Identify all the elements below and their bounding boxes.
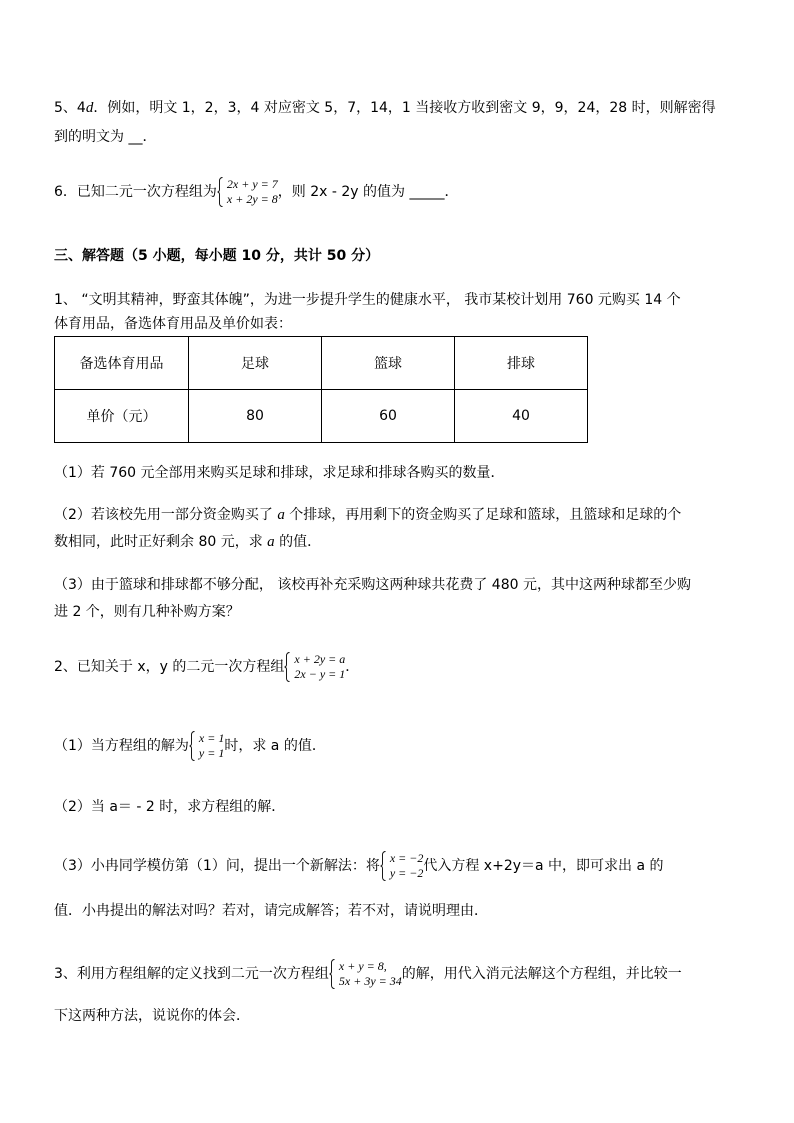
p2-solution-system: x = 1 y = 1: [189, 731, 224, 761]
q5-line2: 到的明文为 __．: [54, 129, 157, 145]
left-brace-icon: [329, 959, 335, 989]
p2-subquestion-3-line1: （3）小冉同学模仿第（1）问，提出一个新解法：将 x = −2 y = −2 代入方程 x+2y＝a 中，即可求出 a 的: [54, 851, 664, 880]
p1-line2: 体育用品，备选体育用品及单价如表：: [54, 316, 292, 332]
p3-line1: 3、利用方程组解的定义找到二元一次方程组 x + y = 8, 5x + 3y = 34 的解，用代入消元法解这个方程组，并比较一: [54, 959, 682, 988]
q6-equation-system: 2x + y = 7 x + 2y = 8: [217, 177, 278, 207]
table-cell: 80: [189, 390, 322, 443]
p3-equation-system: x + y = 8, 5x + 3y = 34: [329, 959, 402, 989]
table-header-cell: 篮球: [322, 337, 455, 390]
p2-line: 2、已知关于 x，y 的二元一次方程组 x + 2y = a 2x − y = 1 ．: [54, 652, 360, 681]
p2-equation-system: x + 2y = a 2x − y = 1: [284, 652, 345, 682]
p1-subquestion-3-line2: 进 2 个，则有几种补购方案？: [54, 604, 240, 620]
p2-subquestion-1: （1）当方程组的解为 x = 1 y = 1 时，求 a 的值．: [54, 731, 326, 760]
table-header-cell: 足球: [189, 337, 322, 390]
q5-line1: 5、4d．例如，明文 1，2，3，4 对应密文 5，7，14，1 当接收方收到密文 9，9，24，28 时，则解密得: [54, 100, 716, 116]
p1-subquestion-2-line2: 数相同，此时正好剩余 80 元，求 a 的值．: [54, 534, 322, 550]
q6-line: 6．已知二元一次方程组为 2x + y = 7 x + 2y = 8 ，则 2x - 2y 的值为 _____．: [54, 177, 459, 206]
p1-line1: 1、 “文明其精神，野蛮其体魄”，为进一步提升学生的健康水平， 我市某校计划用 760 元购买 14 个: [54, 292, 681, 308]
left-brace-icon: [380, 851, 386, 881]
section-heading: 三、解答题（5 小题，每小题 10 分，共计 50 分）: [54, 248, 380, 264]
left-brace-icon: [189, 731, 195, 761]
left-brace-icon: [217, 177, 223, 207]
table-cell: 40: [455, 390, 588, 443]
table-header-cell: 备选体育用品: [55, 337, 189, 390]
p2-subquestion-3-line2: 值．小冉提出的解法对吗？若对，请完成解答；若不对，请说明理由．: [54, 903, 488, 919]
p2-substitution-system: x = −2 y = −2: [380, 851, 424, 881]
p2-subquestion-2: （2）当 a＝ - 2 时，求方程组的解．: [54, 799, 286, 815]
table-cell: 单价（元）: [55, 390, 189, 443]
p1-subquestion-3-line1: （3）由于篮球和排球都不够分配， 该校再补充采购这两种球共花费了 480 元，其中这两种球都至少购: [54, 577, 691, 593]
table-cell: 60: [322, 390, 455, 443]
table-row: [55, 390, 588, 443]
p3-line2: 下这两种方法，说说你的体会．: [54, 1008, 250, 1024]
left-brace-icon: [284, 652, 290, 682]
p1-subquestion-1: （1）若 760 元全部用来购买足球和排球，求足球和排球各购买的数量．: [54, 465, 505, 481]
table-header-cell: 排球: [455, 337, 588, 390]
price-table: [54, 336, 588, 443]
table-row: [55, 337, 588, 390]
p1-subquestion-2-line1: （2）若该校先用一部分资金购买了 a 个排球，再用剩下的资金购买了足球和篮球，且篮球和足球的个: [54, 507, 682, 523]
